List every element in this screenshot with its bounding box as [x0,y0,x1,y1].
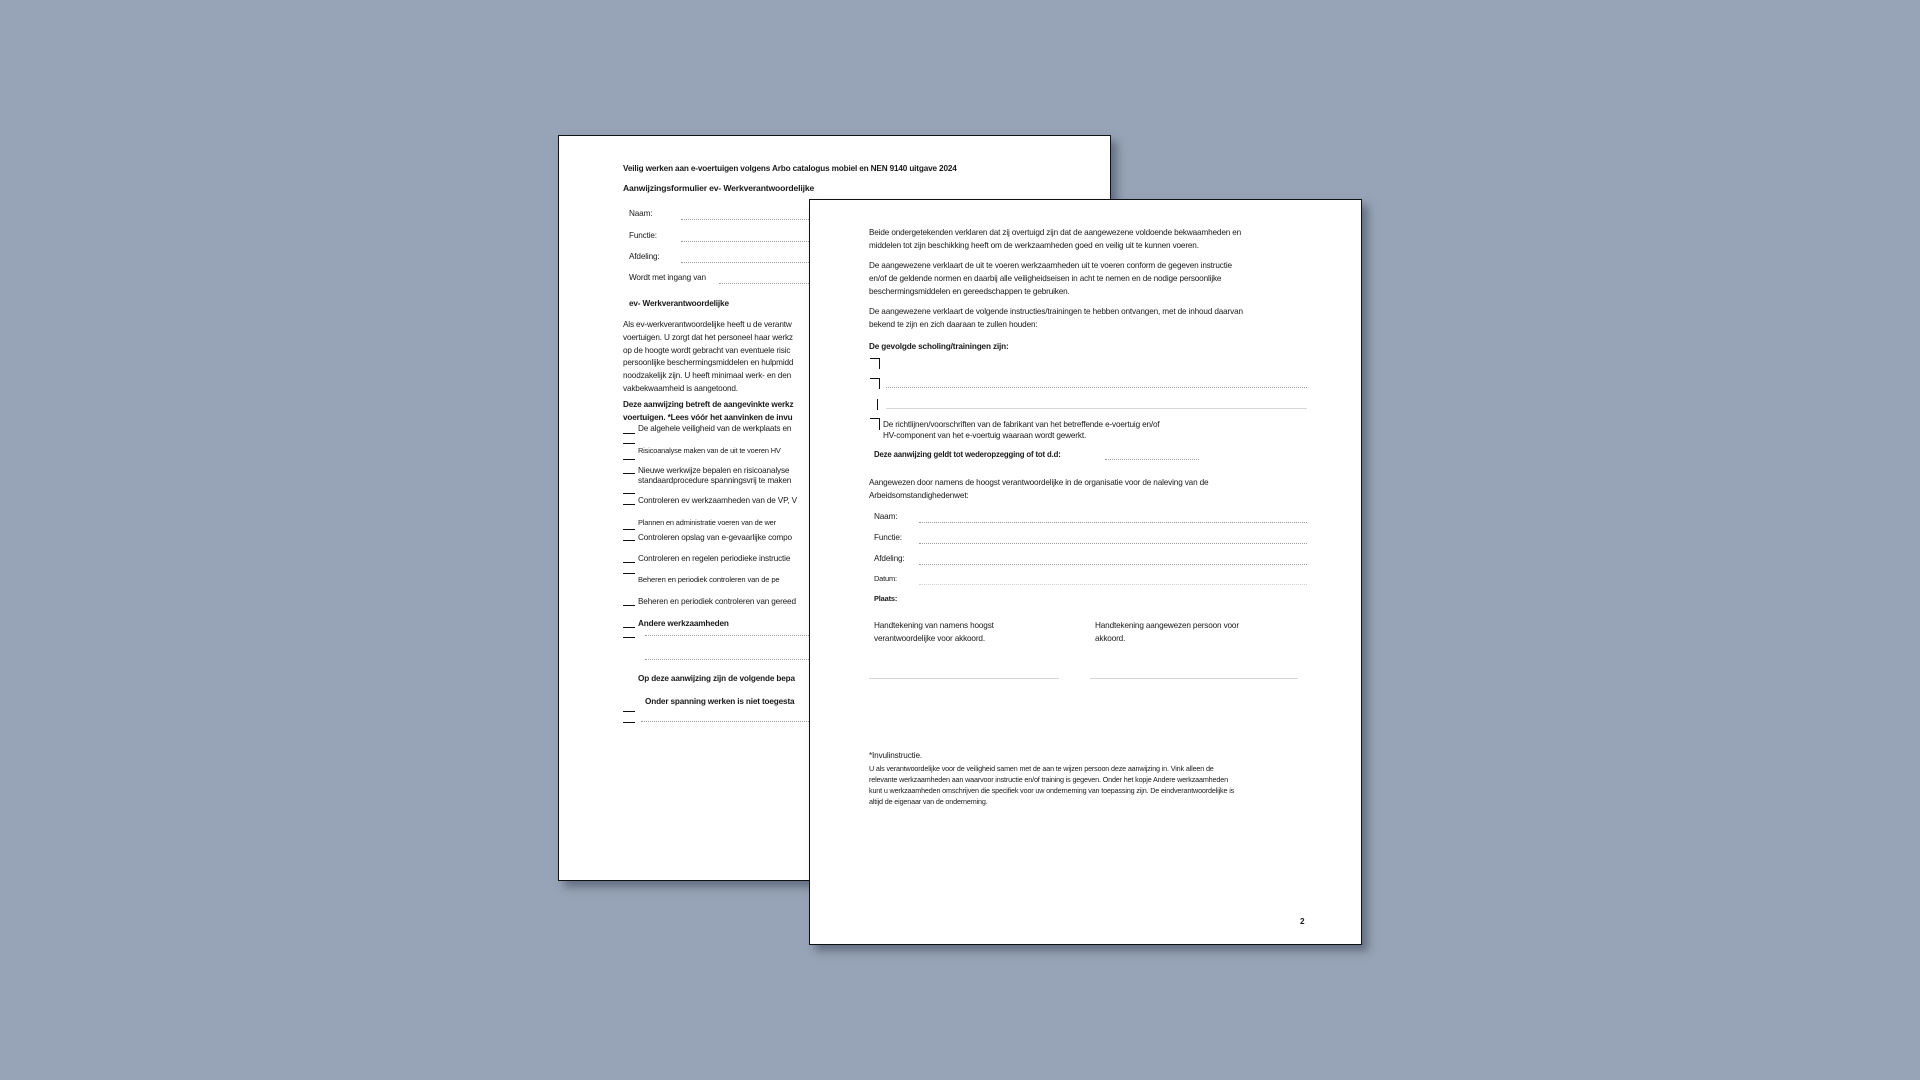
signature-right-label [1095,620,1239,646]
other-tasks-heading: Andere werkzaamheden [638,619,729,628]
text-line: middelen tot zijn beschikking heeft om de werkzaamheden goed en veilig uit te kunnen voeren. [869,240,1199,250]
training-line-2[interactable] [886,408,1307,409]
section-heading: ev- Werkverantwoordelijke [629,299,729,308]
valid-until-label: Deze aanwijzing geldt tot wederopzegging of tot d.d: [874,450,1061,459]
text-line: Handtekening aangewezen persoon voor [1095,621,1239,630]
field-label: Plaats: [874,594,898,603]
text-line: De aangewezene verklaart de volgende instructies/trainingen te hebben ontvangen, met de inhoud daarvan [869,307,1243,316]
other-tasks-checkbox-2[interactable] [623,637,635,638]
task-checkbox-1[interactable] [623,433,635,434]
text-line: altijd de eigenaar van de onderneming. [869,796,988,806]
text-line: De aangewezene verklaart de uit te voeren werkzaamheden uit te voeren conform de gegeven instructie [869,261,1232,270]
field-plaats[interactable] [874,593,1307,607]
field-afdeling[interactable] [874,553,1307,567]
text-line: bekend te zijn en zich daaraan te zullen houden: [869,319,1038,329]
trainings-heading: De gevolgde scholing/trainingen zijn: [869,342,1009,351]
text-line: Aangewezen door namens de hoogst verantwoordelijke in de organisatie voor de naleving van de [869,478,1209,487]
task-checkbox-9[interactable] [623,605,635,606]
text-line: verantwoordelijke voor akkoord. [874,633,985,643]
declaration-paragraph-1 [869,227,1241,253]
text-line: Deze aanwijzing betreft de aangevinkte werkz [623,400,794,409]
task-checkbox-2[interactable] [623,443,635,444]
task-label: Beheren en periodiek controleren van de pe [638,575,780,584]
appointed-by-text [869,477,1208,503]
instructions-heading: *Invulinstructie. [869,751,922,760]
field-label: Wordt met ingang van [629,273,706,282]
task-label: Nieuwe werkwijze bepalen en risicoanalyse [638,466,790,475]
text-line: Handtekening van namens hoogst [874,621,994,630]
task-checkbox-7[interactable] [623,562,635,563]
task-checkbox-6[interactable] [623,540,635,541]
training-checkbox-3[interactable] [877,399,878,410]
valid-until-input[interactable] [1105,459,1199,460]
condition-checkbox[interactable] [623,711,635,712]
field-label: Functie: [629,231,657,240]
field-functie[interactable] [874,532,1307,546]
text-line: Beide ondergetekenden verklaren dat zij overtuigd zijn dat de aangewezene voldoende bekwaamheden en [869,228,1242,237]
manufacturer-item [883,419,1160,443]
fill-in-instructions [869,750,1234,807]
note-paragraph [623,399,793,425]
conditions-heading: Op deze aanwijzing zijn de volgende bepa [638,674,795,683]
field-naam[interactable] [874,511,1307,525]
task-checkbox-3a[interactable] [623,459,635,460]
task-label: Controleren opslag van e-gevaarlijke compo [638,533,792,542]
task-label: Controleren ev werkzaamheden van de VP, V [638,496,797,505]
task-label: De algehele veiligheid van de werkplaats en [638,424,792,433]
signature-left-line[interactable] [869,678,1059,679]
text-line: noodzakelijk zijn. U heeft minimaal werk- en den [623,371,792,381]
task-checkbox-6a[interactable] [623,529,635,530]
signature-left-label [874,620,994,646]
page-number: 2 [1300,917,1305,926]
field-datum[interactable] [874,573,1307,587]
form-title: Aanwijzingsformulier ev- Werkverantwoordelijke [623,183,815,193]
text-line: voertuigen. *Lees vóór het aanvinken de invu [623,412,793,422]
text-line: op de hoogte wordt gebracht van eventuele risic [623,345,791,355]
condition-1: Onder spanning werken is niet toegesta [645,697,795,706]
training-checkbox-2[interactable] [870,378,880,389]
intro-paragraph [623,319,793,396]
field-label: Afdeling: [629,252,660,261]
manufacturer-checkbox[interactable] [870,418,880,430]
task-label: standaardprocedure spanningsvrij te maken [638,476,792,485]
text-line: relevante werkzaamheden aan waarvoor instructie en/of training is gegeven. Onder het kopje Andere werkzaamheden [869,774,1228,784]
task-label: Beheren en periodiek controleren van gereed [638,597,796,606]
text-line: Arbeidsomstandighedenwet: [869,490,969,500]
text-line: HV-component van het e-voertuig waaraan wordt gewerkt. [883,430,1087,440]
document-page-2 [809,199,1362,945]
declaration-paragraph-2 [869,260,1232,298]
task-checkbox-4a[interactable] [623,493,635,494]
declaration-paragraph-3 [869,306,1243,332]
task-checkbox-4[interactable] [623,504,635,505]
task-label: Plannen en administratie voeren van de wer [638,518,776,527]
condition-checkbox-2[interactable] [623,722,635,723]
text-line: kunt u werkzaamheden omschrijven die specifiek voor uw onderneming van toepassing zijn. De eindverantwoordelijke is [869,785,1235,795]
training-checkbox-1[interactable] [870,358,880,369]
text-line: voertuigen. U zorgt dat het personeel haar werkz [623,332,793,342]
field-label: Functie: [874,533,902,542]
text-line: Als ev-werkverantwoordelijke heeft u de verantw [623,320,792,329]
text-line: persoonlijke beschermingsmiddelen en hulpmidd [623,358,794,368]
field-label: Naam: [629,209,653,218]
signature-right-line[interactable] [1090,678,1298,679]
training-line-1[interactable] [886,387,1307,388]
task-label: Controleren en regelen periodieke instructie [638,554,791,563]
field-label: Naam: [874,512,898,521]
text-line: vakbekwaamheid is aangetoond. [623,383,738,393]
text-line: en/of de geldende normen en daarbij alle veiligheidseisen in acht te nemen en de nodige persoonlijke [869,273,1222,283]
document-title: Veilig werken aan e-voertuigen volgens Arbo catalogus mobiel en NEN 9140 uitgave 2024 [623,164,957,173]
text-line: De richtlijnen/voorschriften van de fabrikant van het betreffende e-voertuig en/of [883,420,1160,429]
text-line: U als verantwoordelijke voor de veiligheid samen met de aan te wijzen persoon deze aanwijzing in. Vink alleen de [869,763,1214,773]
task-label: Risicoanalyse maken van de uit te voeren HV [638,446,781,455]
field-label: Afdeling: [874,554,905,563]
task-checkbox-3[interactable] [623,473,635,474]
text-line: akkoord. [1095,633,1126,643]
other-tasks-checkbox[interactable] [623,627,635,628]
text-line: beschermingsmiddelen en gereedschappen te gebruiken. [869,286,1070,296]
field-label: Datum: [874,574,897,583]
task-checkbox-8[interactable] [623,573,635,574]
